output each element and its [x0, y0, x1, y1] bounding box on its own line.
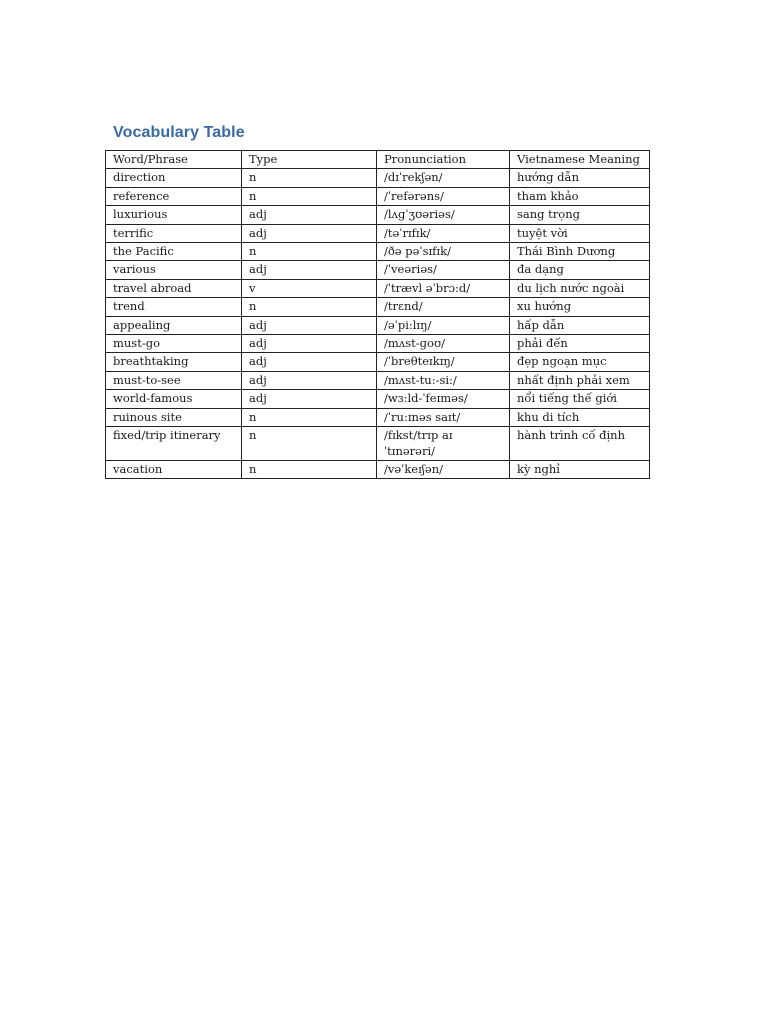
- cell-type: adj: [242, 353, 377, 371]
- table-row: [106, 408, 650, 426]
- cell-type: n: [242, 427, 377, 461]
- cell-word: direction: [106, 169, 242, 187]
- cell-meaning: đa dạng: [510, 261, 650, 279]
- cell-meaning: hấp dẫn: [510, 316, 650, 334]
- table-row: [106, 224, 650, 242]
- header-pronunciation: Pronunciation: [377, 151, 510, 169]
- table-row: [106, 371, 650, 389]
- table-row: [106, 169, 650, 187]
- table-row: [106, 261, 650, 279]
- table-row: [106, 390, 650, 408]
- cell-pronunciation: /mʌst-tu:-si:/: [377, 371, 510, 389]
- cell-meaning: đẹp ngoạn mục: [510, 353, 650, 371]
- cell-type: n: [242, 298, 377, 316]
- cell-pronunciation: /wɜ:ld-ˈfeɪməs/: [377, 390, 510, 408]
- cell-type: n: [242, 460, 377, 478]
- cell-type: adj: [242, 335, 377, 353]
- cell-word: fixed/trip itinerary: [106, 427, 242, 461]
- cell-meaning: xu hướng: [510, 298, 650, 316]
- cell-pronunciation: /trɛnd/: [377, 298, 510, 316]
- cell-pronunciation: /ˈbreθteɪkɪŋ/: [377, 353, 510, 371]
- cell-type: adj: [242, 390, 377, 408]
- cell-pronunciation: /lʌɡˈʒʊəriəs/: [377, 206, 510, 224]
- table-row: [106, 187, 650, 205]
- table-header-row: [106, 151, 650, 169]
- table-row: [106, 243, 650, 261]
- cell-pronunciation: /fɪkst/trɪp aɪ ˈtɪnərəri/: [377, 427, 510, 461]
- cell-pronunciation: /ˈrefərəns/: [377, 187, 510, 205]
- cell-meaning: kỳ nghỉ: [510, 460, 650, 478]
- cell-pronunciation: /mʌst-ɡoʊ/: [377, 335, 510, 353]
- table-row: [106, 206, 650, 224]
- cell-type: adj: [242, 316, 377, 334]
- cell-type: n: [242, 408, 377, 426]
- cell-type: adj: [242, 261, 377, 279]
- cell-meaning: sang trọng: [510, 206, 650, 224]
- cell-meaning: hướng dẫn: [510, 169, 650, 187]
- cell-type: n: [242, 243, 377, 261]
- cell-word: the Pacific: [106, 243, 242, 261]
- cell-word: breathtaking: [106, 353, 242, 371]
- table-row: [106, 298, 650, 316]
- cell-word: must-go: [106, 335, 242, 353]
- cell-word: terrific: [106, 224, 242, 242]
- vocabulary-table: [105, 150, 650, 479]
- cell-word: reference: [106, 187, 242, 205]
- cell-pronunciation: /ðə pəˈsɪfɪk/: [377, 243, 510, 261]
- cell-word: vacation: [106, 460, 242, 478]
- cell-word: luxurious: [106, 206, 242, 224]
- table-row: [106, 427, 650, 461]
- cell-pronunciation: /ˈru:ɪnəs saɪt/: [377, 408, 510, 426]
- cell-type: adj: [242, 224, 377, 242]
- cell-word: trend: [106, 298, 242, 316]
- cell-word: appealing: [106, 316, 242, 334]
- header-word-phrase: Word/Phrase: [106, 151, 242, 169]
- header-vietnamese-meaning: Vietnamese Meaning: [510, 151, 650, 169]
- cell-meaning: phải đến: [510, 335, 650, 353]
- cell-type: adj: [242, 371, 377, 389]
- cell-type: adj: [242, 206, 377, 224]
- table-row: [106, 279, 650, 297]
- cell-type: v: [242, 279, 377, 297]
- cell-meaning: du lịch nước ngoài: [510, 279, 650, 297]
- cell-meaning: khu di tích: [510, 408, 650, 426]
- cell-pronunciation: /ˈtrævl əˈbrɔ:d/: [377, 279, 510, 297]
- cell-meaning: nổi tiếng thế giới: [510, 390, 650, 408]
- cell-pronunciation: /vəˈkeɪʃən/: [377, 460, 510, 478]
- cell-meaning: Thái Bình Dương: [510, 243, 650, 261]
- table-row: [106, 460, 650, 478]
- cell-type: n: [242, 187, 377, 205]
- cell-type: n: [242, 169, 377, 187]
- table-title: Vocabulary Table: [113, 124, 245, 141]
- cell-word: various: [106, 261, 242, 279]
- cell-meaning: tham khảo: [510, 187, 650, 205]
- cell-word: must-to-see: [106, 371, 242, 389]
- header-type: Type: [242, 151, 377, 169]
- cell-word: world-famous: [106, 390, 242, 408]
- table-row: [106, 353, 650, 371]
- table-body: [106, 169, 650, 479]
- cell-meaning: nhất định phải xem: [510, 371, 650, 389]
- cell-word: travel abroad: [106, 279, 242, 297]
- table-row: [106, 335, 650, 353]
- table-row: [106, 316, 650, 334]
- cell-word: ruinous site: [106, 408, 242, 426]
- cell-pronunciation: /ˈveəriəs/: [377, 261, 510, 279]
- cell-pronunciation: /dɪˈrekʃən/: [377, 169, 510, 187]
- cell-meaning: hành trình cố định: [510, 427, 650, 461]
- cell-pronunciation: /əˈpi:lɪŋ/: [377, 316, 510, 334]
- cell-pronunciation: /təˈrɪfɪk/: [377, 224, 510, 242]
- cell-meaning: tuyệt vời: [510, 224, 650, 242]
